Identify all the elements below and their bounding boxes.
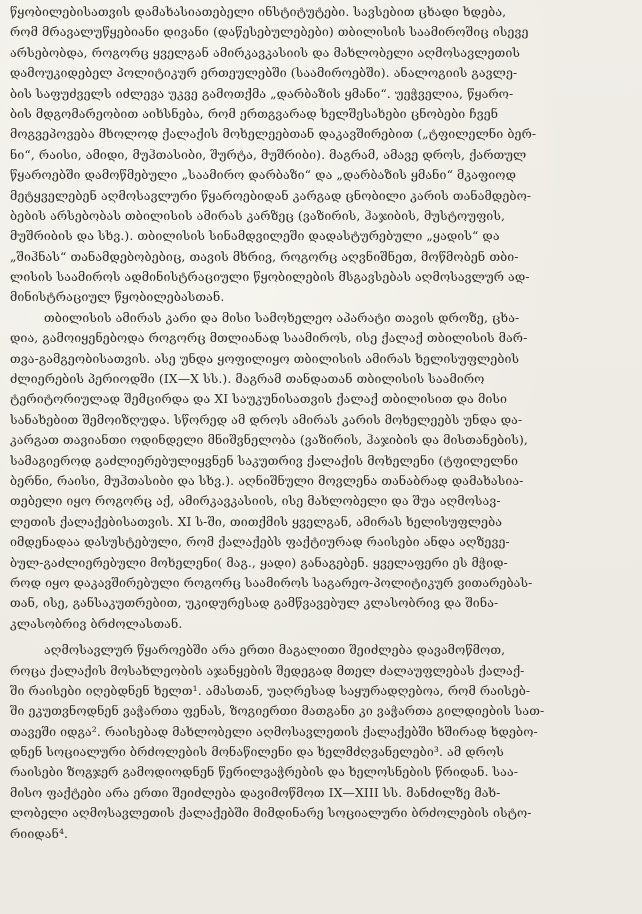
- text-line: მუშრიბის და სხვ.). თბილისის სინამდვილეში დადასტურებული „ყადის“ და: [10, 228, 500, 244]
- text-line: ში რაისები იღებდნენ ხელთ¹. ამასთან, უაღრესად საყურადღებოა, რომ რაისებ-: [10, 682, 531, 698]
- text-line: დამოუკიდებელ პოლიტიკურ ერთეულებში (საამიროებში). ანალოგიის გავლე-: [10, 65, 518, 81]
- text-line: სამაგიეროდ გაძლიერებულიყვნენ საკუთრივ ქალაქის მოხელენი (ტფილელნი: [10, 452, 519, 468]
- text-line: წყაროებში დამოწმებული „საამირო დარბაზი“ და „დარბაზის ყმანი“ მკაფიოდ: [10, 167, 517, 183]
- text-line: კლასობრივ ბრძოლასთან.: [10, 615, 183, 631]
- text-line: როდ იყო დაკავშირებული როგორც საამიროს საგარეო-პოლიტიკურ ვითარებას-: [10, 574, 533, 590]
- text-line: ბერნი, რაისი, მუჰთასიბი და სხვ.). აღნიშნული მოვლენა თანაბრად დამახასია-: [10, 472, 524, 488]
- text-line: ლობელი აღმოსავლეთის ქალაქებში მიმდინარე სოციალური ბრძოლების ისტო-: [10, 805, 532, 821]
- text-line: კარგათ თავიანთი ოდინდელი მნიშვნელობა (ვაზირის, ჰაჯიბის და მისთანების),: [10, 432, 528, 448]
- text-line: ბების არსებობას თბილისის ამირას კარზეც (ვაზირის, ჰაჯიბის, მუსტოუფის,: [10, 207, 506, 223]
- paragraph-1: [10, 2, 638, 308]
- text-line: აღმოსავლურ წყაროებში არა ერთი მაგალითი შეიძლება დავამოწმოთ,: [44, 642, 506, 658]
- text-line: მისო ფაქტები არა ერთი შეიძლება დავიმოწმოთ IX—XIII სს. მანძილზე მახ-: [10, 784, 501, 800]
- text-line: დნენ სოციალური ბრძოლების მონაწილენი და ხელმძღვანელები³. ამ დროს: [10, 744, 504, 760]
- text-line: ნი“, რაისი, ამიდი, მუჰთასიბი, შურტა, მუშრიბი). მაგრამ, ამავე დროს, ქართულ: [10, 146, 527, 162]
- text-line: რიიდან⁴.: [10, 825, 69, 841]
- body-text: [10, 2, 638, 844]
- text-line: თბილისის ამირას კარი და მისი სამოხელეო აპარატი თავის დროზე, ცხა-: [44, 309, 520, 325]
- text-line: ბის საფუძველს იძლევა უკვე გამოთქმა „დარბაზის ყმანი“. უეჭველია, წყარო-: [10, 85, 514, 101]
- text-line: იმდენადაა დასუსტებული, რომ ქალაქებს ფაქტიურად რაისები ანდა აღზევე-: [10, 534, 510, 550]
- text-line: „შიჰნას“ თანამდებობებიც, თავის მხრივ, როგორც აღვნიშნეთ, მოწმობენ თბი-: [10, 248, 519, 264]
- text-line: არსებობდა, როგორც ყველგან ამირკავკასიის და მახლობელი აღმოსავლეთის: [10, 44, 520, 60]
- text-line: ბის მდგომარეობით აიხსნება, რომ ერთგვარად ხელშესახები ცნობები ჩვენ: [10, 105, 499, 121]
- text-line: მეტყველებენ აღმოსავლური წყაროებიდან კარგად ცნობილი კარის თანამდებო-: [10, 187, 532, 203]
- text-line: რაისები ზოგჯერ გამოდიოდნენ წერილვაჭრების და ხელოსნების წრიდან. საა-: [10, 764, 519, 780]
- text-line: თვა-გამგეობისათვის. ასე უნდა ყოფილიყო თბილისის ამირას ხელისუფლების: [10, 350, 520, 366]
- text-line: მინისტრაციულ წყობილებასთან.: [10, 289, 225, 305]
- text-line: სანახებით შემოიზღუდა. სწორედ ამ დროს ამირას კარის მოხელეებს უნდა და-: [10, 411, 523, 427]
- text-line: ლისის საამიროს ადმინისტრაციული წყობილების მსგავსებას აღმოსავლურ ად-: [10, 269, 530, 285]
- text-line: წყობილებისათვის დამახასიათებელი ინსტიტუტები. სავსებით ცხადი ხდება,: [10, 4, 507, 19]
- text-line: ძლიერების პერიოდში (IX—X სს.). მაგრამ თანდათან თბილისის საამირო: [10, 371, 485, 387]
- text-line: რომ მრავალუწყებიანი დივანი (დაწესებულებები) თბილისის საამიროშიც ისევე: [10, 24, 529, 40]
- text-line: დია, გამოიყენებოდა როგორც მთლიანად საამიროს, ისე ქალაქ თბილისის მარ-: [10, 330, 528, 346]
- text-line: თებელი იყო როგორც აქ, ამირკავკასიის, ისე მახლობელი და შუა აღმოსავ-: [10, 493, 501, 509]
- text-line: ლეთის ქალაქებისათვის. XI ს-ში, თითქმის ყველგან, ამირას ხელისუფლება: [10, 513, 503, 529]
- text-line: თავეში იდგა². რაისებად მახლობელი აღმოსავლეთის ქალაქებში ხშირად ხდებო-: [10, 723, 538, 739]
- paragraph-3: [10, 640, 638, 844]
- text-line: მოგვეპოვება მხოლოდ ქალაქის მოხელეებთან დაკავშირებით („ტფილელნი ბერ-: [10, 126, 537, 142]
- text-line: როცა ქალაქის მოსახლეობის აჯანყების შედეგად მთელ ძალაუფლებას ქალაქ-: [10, 662, 525, 678]
- text-line: ბულ-გაძლიერებული მოხელენი( მაგ., ყადი) განაგებენ. ყველაფერი ეს მჭიდ-: [10, 554, 508, 570]
- text-line: ტერიტორიულად შემცირდა და XI საუკუნისათვის ქალაქ თბილისით და მისი: [10, 391, 508, 407]
- text-line: ში ეკუთვნოდნენ ვაჭართა ფენას, ზოგიერთი მათგანი კი ვაჭართა გილდიების სათ-: [10, 703, 545, 719]
- text-line: თან, ისე, განსაკუთრებით, უკიდურესად გამწვავებულ კლასობრივ და შინა-: [10, 595, 499, 611]
- paragraph-2: [10, 308, 638, 634]
